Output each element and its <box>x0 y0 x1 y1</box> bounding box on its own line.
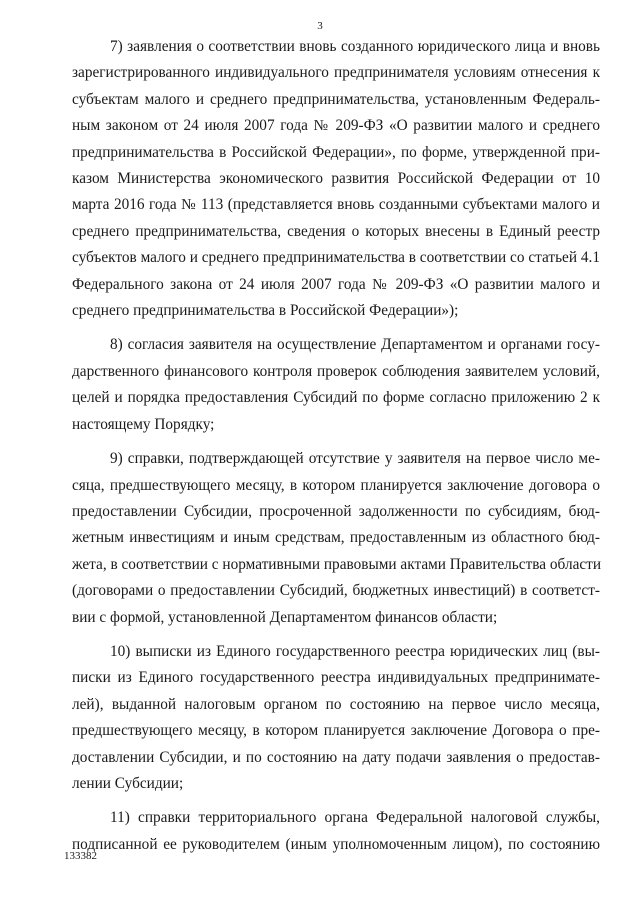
paragraph-line: среднего предпринимательства в Российской Федерации»); <box>72 302 459 320</box>
paragraph-line: субъектов малого и среднего предпринимательства в соответствии со статьей 4.1 <box>72 249 600 267</box>
paragraph-line: ным законом от 24 июля 2007 года № 209-ФЗ «О развитии малого и среднего <box>72 117 600 135</box>
document-body <box>72 34 600 858</box>
paragraph-item-9 <box>72 446 600 631</box>
paragraph-line: сяца, предшествующего месяцу, в котором планируется заключение договора о <box>72 476 600 494</box>
paragraph-line: казом Министерства экономического развития Российской Федерации от 10 <box>72 170 600 188</box>
paragraph-line: целей и порядка предоставления Субсидий по форме согласно приложению 2 к <box>72 389 600 407</box>
paragraph-line: Федерального закона от 24 июля 2007 года № 209-ФЗ «О развитии малого и <box>72 275 600 293</box>
paragraph-line: предпринимательства в Российской Федерации», по форме, утвержденной при- <box>72 143 600 161</box>
paragraph-line: вии с формой, установленной Департаментом финансов области; <box>72 608 498 626</box>
paragraph-line: марта 2016 года № 113 (представляется вновь созданными субъектами малого и <box>72 196 600 214</box>
paragraph-line: лении Субсидии; <box>72 774 184 792</box>
paragraph-item-11 <box>72 805 600 858</box>
page-number: 3 <box>317 20 323 32</box>
paragraph-item-10 <box>72 639 600 797</box>
paragraph-line: лей), выданной налоговым органом по состоянию на первое число месяца, <box>72 695 600 713</box>
paragraph-line: дарственного финансового контроля проверок соблюдения заявителем условий, <box>72 362 600 380</box>
paragraph-line: предшествующего месяцу, в котором планируется заключение Договора о пре- <box>72 722 600 740</box>
paragraph-line: среднего предпринимательства, сведения о которых внесены в Единый реестр <box>72 222 600 240</box>
paragraph-line: субъектам малого и среднего предпринимательства, установленным Федераль- <box>72 90 600 108</box>
paragraph-line: (договорами о предоставлении Субсидий, бюджетных инвестиций) в соответст- <box>72 582 600 600</box>
paragraph-line: подписанной ее руководителем (иным уполномоченным лицом), по состоянию <box>72 835 600 853</box>
paragraph-item-8 <box>72 332 600 438</box>
paragraph-line: предоставлении Субсидии, просроченной задолженности по субсидиям, бюд- <box>72 502 600 520</box>
paragraph-line: 11) справки территориального органа Федеральной налоговой службы, <box>110 809 600 827</box>
paragraph-line: 8) согласия заявителя на осуществление Департаментом и органами госу- <box>110 336 600 354</box>
paragraph-line: писки из Единого государственного реестра индивидуальных предпринимате- <box>72 669 600 687</box>
paragraph-line: 7) заявления о соответствии вновь созданного юридического лица и вновь <box>110 38 600 55</box>
document-code: 133382 <box>64 850 97 862</box>
paragraph-line: зарегистрированного индивидуального предпринимателя условиям отнесения к <box>72 64 600 82</box>
paragraph-line: доставлении Субсидии, и по состоянию на дату подачи заявления о предостав- <box>72 748 600 766</box>
paragraph-line: жета, в соответствии с нормативными правовыми актами Правительства области <box>72 555 602 573</box>
paragraph-line: 10) выписки из Единого государственного реестра юридических лиц (вы- <box>110 642 600 660</box>
paragraph-item-7 <box>72 34 600 324</box>
paragraph-line: настоящему Порядку; <box>72 415 215 433</box>
paragraph-line: 9) справки, подтверждающей отсутствие у заявителя на первое число ме- <box>110 450 600 468</box>
paragraph-line: жетным инвестициям и иным средствам, предоставленным из областного бюд- <box>72 529 600 547</box>
